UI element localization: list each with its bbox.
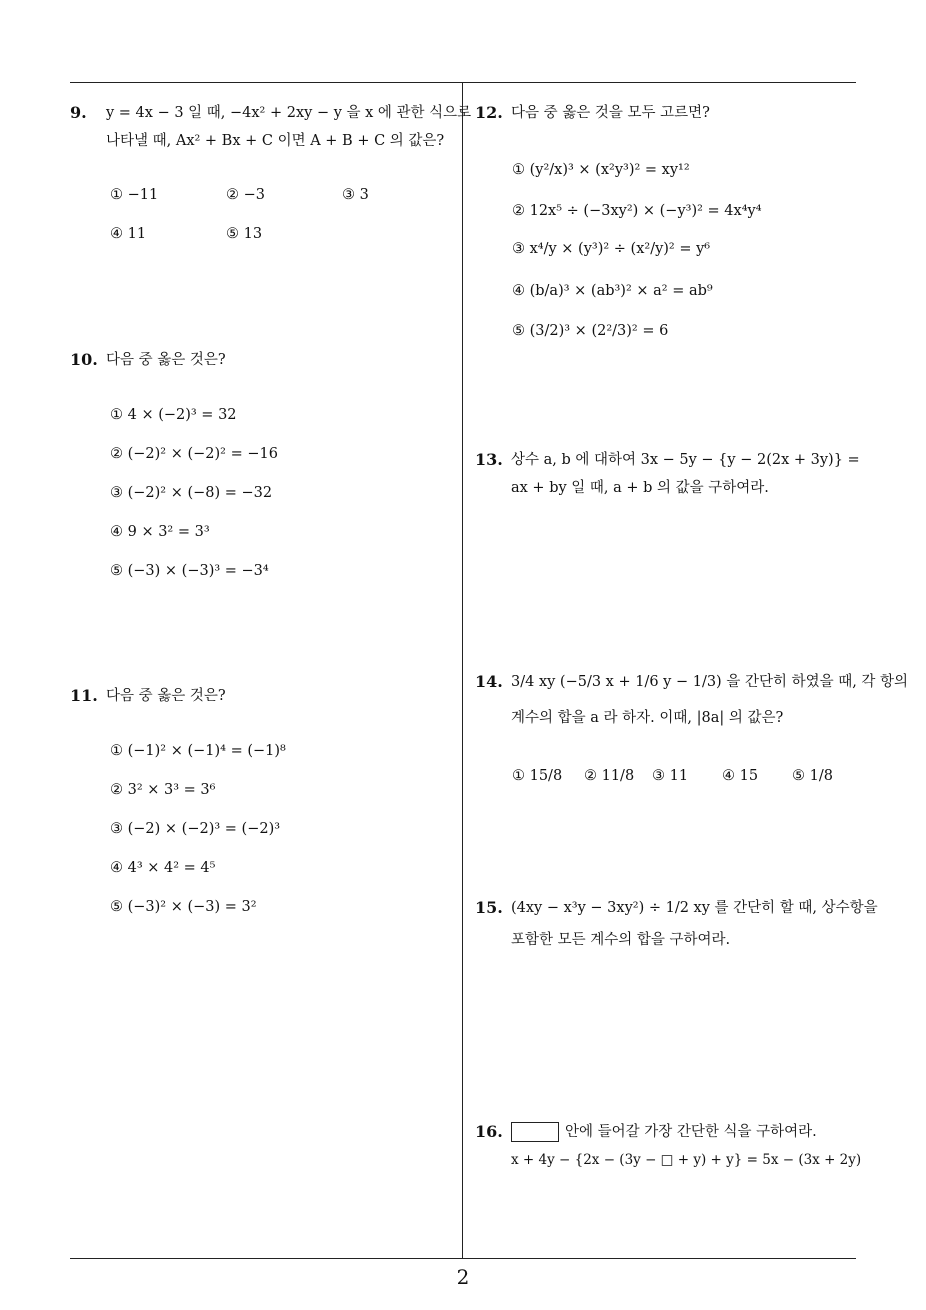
question-line: ax + by 일 때, a + b 의 값을 구하여라. [511, 480, 769, 496]
answer-blank-box[interactable] [511, 1122, 559, 1142]
option-4[interactable]: ④ 4³ × 4² = 4⁵ [110, 860, 216, 876]
option-3[interactable]: ③ (−2) × (−2)³ = (−2)³ [110, 821, 281, 837]
option-1[interactable]: ① (y²/x)³ × (x²y³)² = xy¹² [512, 162, 690, 178]
question-15 [475, 896, 878, 952]
question-text: 다음 중 옳은 것은? [106, 352, 226, 368]
option-2[interactable]: ② (−2)² × (−2)² = −16 [110, 446, 278, 462]
option-1[interactable]: ① 4 × (−2)³ = 32 [110, 407, 237, 423]
page-number: 2 [456, 1265, 470, 1289]
option-4[interactable]: ④ (b/a)³ × (ab³)² × a² = ab⁹ [512, 283, 713, 299]
question-text [511, 896, 878, 952]
question-number: 14. [475, 672, 503, 691]
question-text [511, 448, 860, 500]
question-11 [70, 684, 460, 708]
question-text: 다음 중 옳은 것은? [106, 688, 226, 704]
question-line [511, 1120, 860, 1144]
option-5[interactable]: ⑤ 13 [226, 226, 263, 242]
option-2[interactable]: ② 12x⁵ ÷ (−3xy²) × (−y³)² = 4x⁴y⁴ [512, 203, 762, 219]
question-text [106, 101, 472, 153]
option-3[interactable]: ③ 3 [342, 187, 369, 203]
question-line: 3/4 xy (−5/3 x + 1/6 y − 1/3) 을 간단히 하였을 때, 각 항의 [511, 674, 909, 690]
question-line: (4xy − x³y − 3xy²) ÷ 1/2 xy 를 간단히 할 때, 상수항을 [511, 900, 878, 916]
question-line: x + 4y − {2x − (3y − □ + y) + y} = 5x − (3x + 2y) [511, 1152, 862, 1168]
option-4[interactable]: ④ 9 × 3² = 3³ [110, 524, 210, 540]
question-number: 12. [475, 103, 503, 122]
question-text [511, 1120, 860, 1172]
option-5[interactable]: ⑤ (3/2)³ × (2²/3)² = 6 [512, 323, 669, 339]
column-divider [462, 82, 463, 1258]
question-line: 계수의 합을 a 라 하자. 이때, |8a| 의 값은? [511, 710, 784, 726]
question-number: 16. [475, 1122, 503, 1141]
question-12 [475, 101, 855, 125]
option-5[interactable]: ⑤ (−3)² × (−3) = 3² [110, 899, 257, 915]
question-number: 13. [475, 450, 503, 469]
question-9 [70, 101, 472, 153]
option-3[interactable]: ③ (−2)² × (−8) = −32 [110, 485, 273, 501]
option-1[interactable]: ① −11 [110, 187, 159, 203]
question-number: 9. [70, 103, 87, 122]
question-14 [475, 670, 909, 730]
question-text [511, 670, 909, 730]
option-2[interactable]: ② −3 [226, 187, 265, 203]
bottom-rule [70, 1258, 856, 1259]
option-1[interactable]: ① (−1)² × (−1)⁴ = (−1)⁸ [110, 743, 286, 759]
option-4[interactable]: ④ 11 [110, 226, 147, 242]
option-5[interactable]: ⑤ (−3) × (−3)³ = −3⁴ [110, 563, 269, 579]
question-line: 포함한 모든 계수의 합을 구하여라. [511, 932, 731, 948]
question-line: 나타낼 때, Ax² + Bx + C 이면 A + B + C 의 값은? [106, 133, 445, 149]
question-number: 11. [70, 686, 98, 705]
option-4[interactable]: ④ 15 [722, 768, 759, 784]
question-line-text: 안에 들어갈 가장 간단한 식을 구하여라. [565, 1124, 817, 1140]
question-line: 상수 a, b 에 대하여 3x − 5y − {y − 2(2x + 3y)} = [511, 452, 860, 468]
question-number: 15. [475, 898, 503, 917]
option-3[interactable]: ③ 11 [652, 768, 689, 784]
option-3[interactable]: ③ x⁴/y × (y³)² ÷ (x²/y)² = y⁶ [512, 241, 711, 257]
question-text: 다음 중 옳은 것을 모두 고르면? [511, 105, 710, 121]
option-1[interactable]: ① 15/8 [512, 768, 563, 784]
option-2[interactable]: ② 3² × 3³ = 3⁶ [110, 782, 216, 798]
question-10 [70, 348, 460, 372]
top-rule [70, 82, 856, 83]
question-13 [475, 448, 860, 500]
option-2[interactable]: ② 11/8 [584, 768, 635, 784]
option-5[interactable]: ⑤ 1/8 [792, 768, 833, 784]
question-number: 10. [70, 350, 98, 369]
question-line: y = 4x − 3 일 때, −4x² + 2xy − y 을 x 에 관한 식으로 [106, 105, 472, 121]
question-16 [475, 1120, 860, 1172]
